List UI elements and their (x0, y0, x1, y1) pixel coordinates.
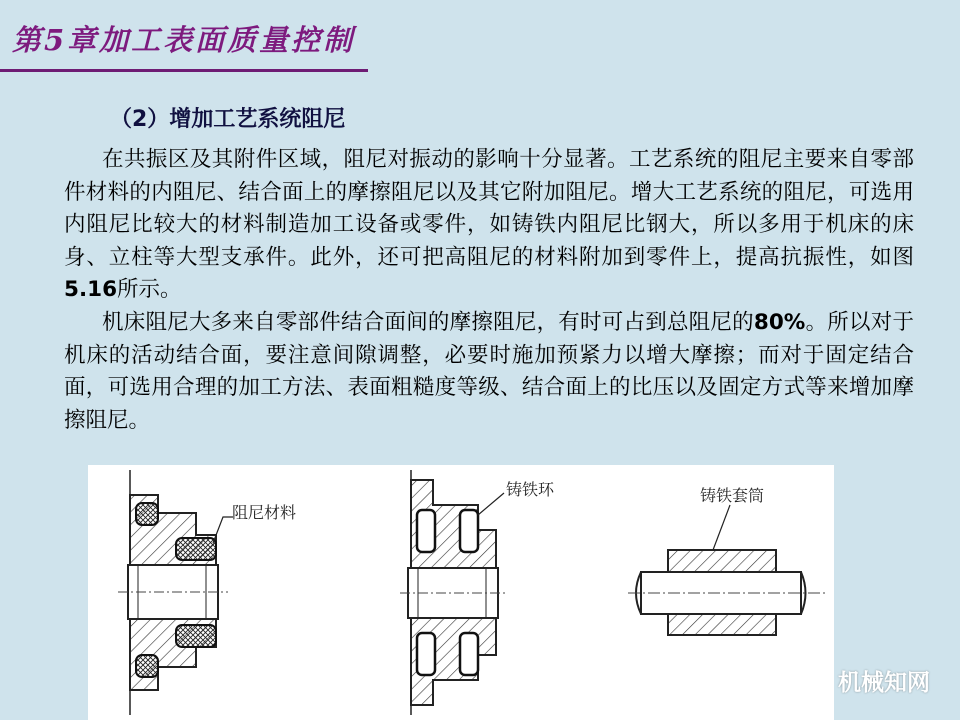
section-heading-text: 增加工艺系统阻尼 (169, 107, 346, 132)
label-damping-material: 阻尼材料 (232, 503, 297, 522)
label-cast-iron-sleeve: 铸铁套筒 (700, 486, 765, 505)
figure-reference: 5.16 (64, 277, 118, 302)
label-cast-iron-ring: 铸铁环 (506, 480, 555, 499)
watermark-text: 机械知网 (838, 670, 930, 696)
figure-5-16 (88, 465, 834, 720)
section-number: （2） (110, 107, 170, 132)
paragraph1-text: 在共振区及其附件区域，阻尼对振动的影响十分显著。工艺系统的阻尼主要来自零部件材料的内阻尼、结合面上的摩擦阻尼以及其它附加阻尼。增大工艺系统的阻尼，可选用内阻尼比较大的材料制造加工设备或零件，如铸铁内阻尼比钢大，所以多用于机床的床身、立柱等大型支承件。此外，还可把高阻尼的材料附加到零件上，提高抗振性，如图 (64, 147, 914, 270)
paragraph2-text: 机床阻尼大多来自零部件结合面间的摩擦阻尼，有时可占到总阻尼的 (102, 310, 754, 335)
wechat-icon (800, 666, 830, 696)
paragraph2-text-end: 。所以对于机床的活动结合面，要注意间隙调整，必要时施加预紧力以增大摩擦；而对于固定结合面，可选用合理的加工方法、表面粗糙度等级、结合面上的比压以及固定方式等来增加摩擦阻尼。 (64, 310, 914, 433)
gear-with-damping-material (118, 470, 296, 715)
title-underline (0, 69, 368, 72)
paragraph-friction-damping (64, 307, 914, 437)
gear-with-cast-iron-ring (400, 470, 555, 715)
percent-value: 80% (753, 310, 806, 335)
paragraph1-text-end: 所示。 (117, 277, 182, 302)
paragraph-damping-intro (64, 144, 914, 307)
shaft-with-cast-iron-sleeve (628, 486, 828, 635)
watermark (800, 664, 930, 697)
slide-title: 第5章加工表面质量控制 (12, 23, 356, 57)
section-heading (110, 102, 345, 133)
